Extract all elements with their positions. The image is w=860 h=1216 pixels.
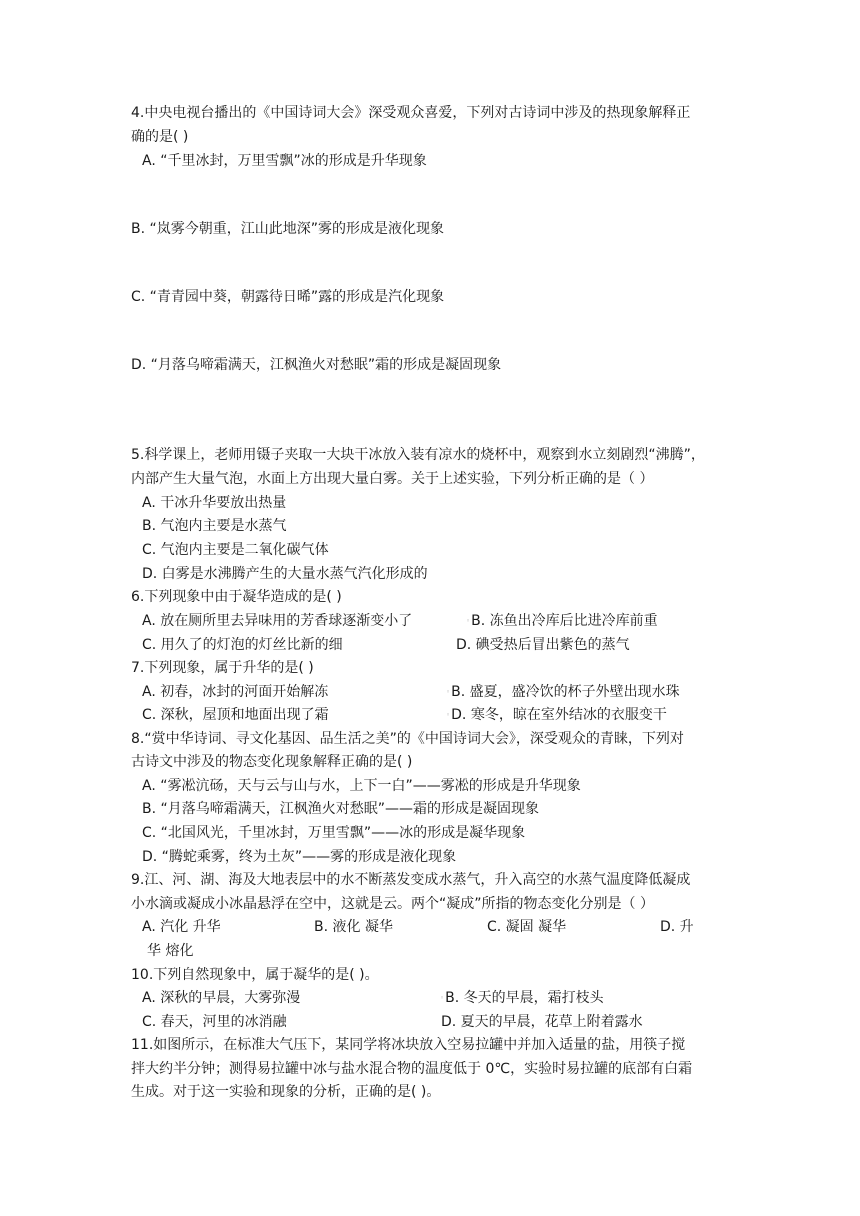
q9-stem-line1: 9.江、河、湖、海及大地表层中的水不断蒸发变成水蒸气，升入高空的水蒸气温度降低凝成 xyxy=(131,872,691,888)
q4-option-a: A. “千里冰封，万里雪飘”冰的形成是升华现象 xyxy=(142,153,427,169)
q4-option-c: C. “青青园中葵，朝露待日晞”露的形成是汽化现象 xyxy=(131,289,445,305)
q8-option-d: D. “腾蛇乘雾，终为土灰”——雾的形成是液化现象 xyxy=(142,849,457,865)
q6-option-b: B. 冻鱼出冷库后比进冷库前重 xyxy=(471,613,658,629)
q8-option-a: A. “雾凇沆砀，天与云与山与水，上下一白”——雾凇的形成是升华现象 xyxy=(142,778,581,794)
tab-mark-icon: ◦ xyxy=(446,688,451,696)
q7-option-d-wrap xyxy=(446,705,667,725)
tab-mark-icon: ◦ xyxy=(466,617,471,625)
q7-option-b: B. 盛夏，盛冷饮的杯子外壁出现水珠 xyxy=(451,684,680,700)
q6-option-c: C. 用久了的灯泡的灯丝比新的细 xyxy=(142,637,343,653)
q9-option-d-part2: 华 熔化 xyxy=(147,943,194,959)
q10-option-c: C. 春天，河里的冰消融 xyxy=(142,1014,287,1030)
q6-option-d: D. 碘受热后冒出紫色的蒸气 xyxy=(456,637,630,653)
q8-option-c: C. “北国风光，千里冰封，万里雪飘”——冰的形成是凝华现象 xyxy=(142,825,526,841)
q7-stem: 7.下列现象，属于升华的是( ) xyxy=(131,660,314,676)
q5-option-a: A. 干冰升华要放出热量 xyxy=(142,495,287,511)
q6-stem: 6.下列现象中由于凝华造成的是( ) xyxy=(131,589,342,605)
q11-stem-line2: 拌大约半分钟；测得易拉罐中冰与盐水混合物的温度低于 0℃，实验时易拉罐的底部有白霜 xyxy=(131,1061,693,1077)
q10-option-b: B. 冬天的早晨，霜打枝头 xyxy=(445,990,604,1006)
q9-option-c: C. 凝固 凝华 xyxy=(487,919,567,935)
q9-option-d-part1: D. 升 xyxy=(660,919,694,935)
q9-stem-line2: 小水滴或凝成小冰晶悬浮在空中，这就是云。两个“凝成”所指的物态变化分别是（ ） xyxy=(131,896,654,912)
q7-option-a: A. 初春，冰封的河面开始解冻 xyxy=(142,684,329,700)
q11-stem-line3: 生成。对于这一实验和现象的分析，正确的是( )。 xyxy=(131,1084,441,1100)
q7-option-b-wrap xyxy=(446,682,680,702)
q4-option-b: B. “岚雾今朝重，江山此地深”雾的形成是液化现象 xyxy=(131,221,445,237)
q10-option-b-wrap xyxy=(440,988,604,1008)
q8-option-b: B. “月落乌啼霜满天，江枫渔火对愁眠”——霜的形成是凝固现象 xyxy=(142,801,540,817)
q4-stem-line1: 4.中央电视台播出的《中国诗词大会》深受观众喜爱，下列对古诗词中涉及的热现象解释正 xyxy=(131,105,691,121)
q7-option-d: D. 寒冬，晾在室外结冰的衣服变干 xyxy=(451,707,667,723)
q6-option-a: A. 放在厕所里去异味用的芳香球逐渐变小了 xyxy=(142,613,413,629)
tab-mark-icon: ◦ xyxy=(446,711,451,719)
q5-stem-line1: 5.科学课上，老师用镊子夹取一大块干冰放入装有凉水的烧杯中，观察到水立刻剧烈“沸腾”， xyxy=(131,447,705,463)
q6-option-b-wrap xyxy=(466,611,658,631)
q8-stem-line1: 8.“赏中华诗词、寻文化基因、品生活之美”的《中国诗词大会》，深受观众的青睐，下列对 xyxy=(131,731,684,747)
q4-option-d: D. “月落乌啼霜满天，江枫渔火对愁眠”霜的形成是凝固现象 xyxy=(131,357,502,373)
q5-option-b: B. 气泡内主要是水蒸气 xyxy=(142,518,287,534)
q10-option-d: D. 夏天的早晨，花草上附着露水 xyxy=(441,1014,643,1030)
q10-option-a: A. 深秋的早晨，大雾弥漫 xyxy=(142,990,301,1006)
q5-stem-line2: 内部产生大量气泡，水面上方出现大量白雾。关于上述实验，下列分析正确的是（ ） xyxy=(131,471,654,487)
tab-mark-icon: ◦ xyxy=(440,994,445,1002)
q5-option-c: C. 气泡内主要是二氧化碳气体 xyxy=(142,542,329,558)
q9-option-b: B. 液化 凝华 xyxy=(314,919,393,935)
q8-stem-line2: 古诗文中涉及的物态变化现象解释正确的是( ) xyxy=(131,754,413,770)
q4-stem-line2: 确的是( ) xyxy=(131,129,189,145)
q9-option-a: A. 汽化 升华 xyxy=(142,919,221,935)
q11-stem-line1: 11.如图所示，在标准大气压下，某同学将冰块放入空易拉罐中并加入适量的盐，用筷子搅 xyxy=(131,1037,686,1053)
q5-option-d: D. 白雾是水沸腾产生的大量水蒸气汽化形成的 xyxy=(142,566,428,582)
q10-stem: 10.下列自然现象中，属于凝华的是( )。 xyxy=(131,967,379,983)
q7-option-c: C. 深秋，屋顶和地面出现了霜 xyxy=(142,707,329,723)
